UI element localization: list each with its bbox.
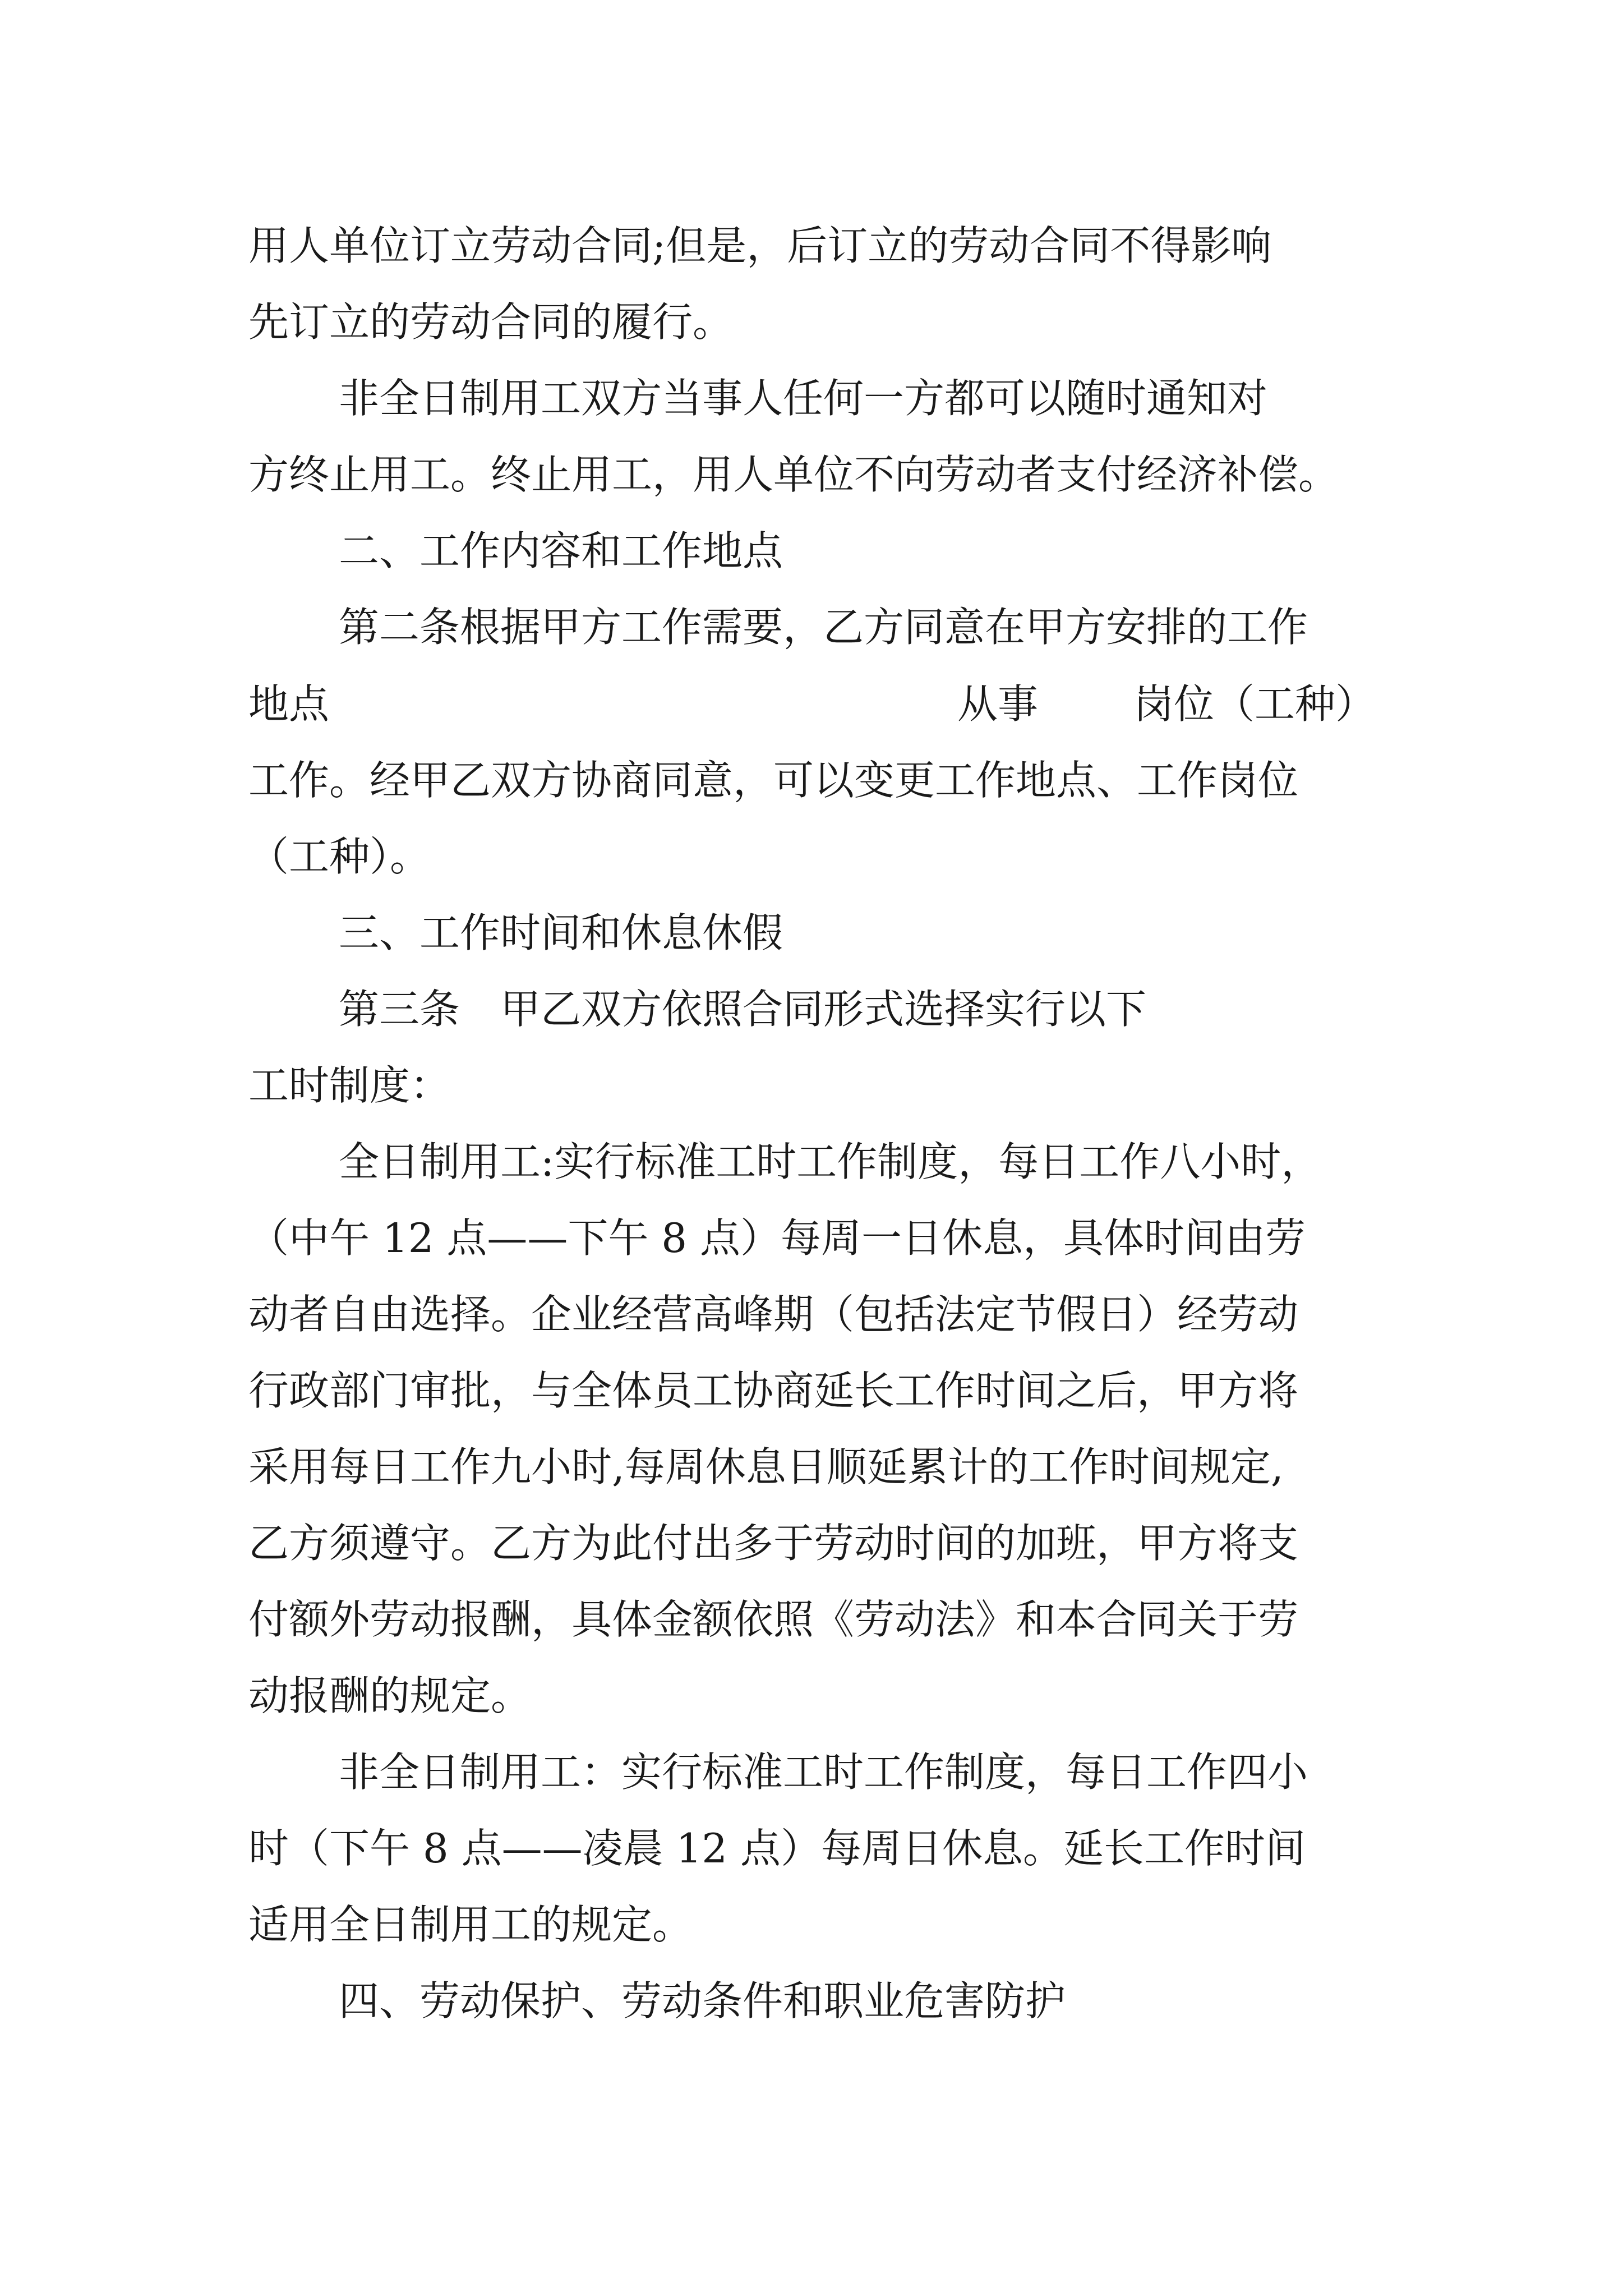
fulltime-line-3: 动者自由选择。企业经营高峰期（包括法定节假日）经劳动 <box>248 1291 1299 1338</box>
article-3-line-1: 第三条 甲乙双方依照合同形式选择实行以下 <box>339 986 1147 1033</box>
engage-label: 从事 <box>957 680 1038 728</box>
fulltime-line-2: （中午 12 点——下午 8 点）每周一日休息，具体时间由劳 <box>248 1214 1306 1262</box>
parttime-line-1: 非全日制用工：实行标准工时工作制度，每日工作四小 <box>339 1749 1308 1796</box>
section-heading-3: 三、工作时间和休息休假 <box>339 909 783 956</box>
section-heading-2: 二、工作内容和工作地点 <box>339 527 783 574</box>
position-label: 岗位（工种） <box>1133 680 1376 728</box>
parttime-line-2: 时（下午 8 点——凌晨 12 点）每周日休息。延长工作时间 <box>248 1825 1306 1872</box>
fulltime-line-5: 采用每日工作九小时,每周休息日顺延累计的工作时间规定, <box>248 1443 1284 1490</box>
text-line-3: 非全日制用工双方当事人任何一方都可以随时通知对 <box>339 375 1268 422</box>
fulltime-line-4: 行政部门审批，与全体员工协商延长工作时间之后，甲方将 <box>248 1367 1299 1414</box>
fulltime-line-7: 付额外劳动报酬，具体金额依照《劳动法》和本合同关于劳 <box>248 1596 1299 1643</box>
fulltime-line-1: 全日制用工:实行标准工时工作制度，每日工作八小时， <box>339 1138 1322 1185</box>
article-3-line-2: 工时制度： <box>248 1062 451 1109</box>
workplace-label: 地点 <box>248 680 330 728</box>
article-2-line-4: （工种）。 <box>248 833 431 880</box>
article-2-line-1: 第二条根据甲方工作需要，乙方同意在甲方安排的工作 <box>339 604 1308 651</box>
section-heading-4: 四、劳动保护、劳动条件和职业危害防护 <box>339 1977 1066 2024</box>
fulltime-line-8: 动报酬的规定。 <box>248 1672 532 1719</box>
parttime-line-3: 适用全日制用工的规定。 <box>248 1901 693 1948</box>
article-2-line-2 <box>248 680 1376 728</box>
article-2-line-3: 工作。经甲乙双方协商同意，可以变更工作地点、工作岗位 <box>248 757 1299 804</box>
text-line-2: 先订立的劳动合同的履行。 <box>248 298 734 346</box>
text-line-4: 方终止用工。终止用工，用人单位不向劳动者支付经济补偿。 <box>248 451 1339 498</box>
fulltime-line-6: 乙方须遵守。乙方为此付出多于劳动时间的加班，甲方将支 <box>248 1520 1299 1567</box>
text-line-1: 用人单位订立劳动合同;但是，后订立的劳动合同不得影响 <box>248 222 1272 269</box>
